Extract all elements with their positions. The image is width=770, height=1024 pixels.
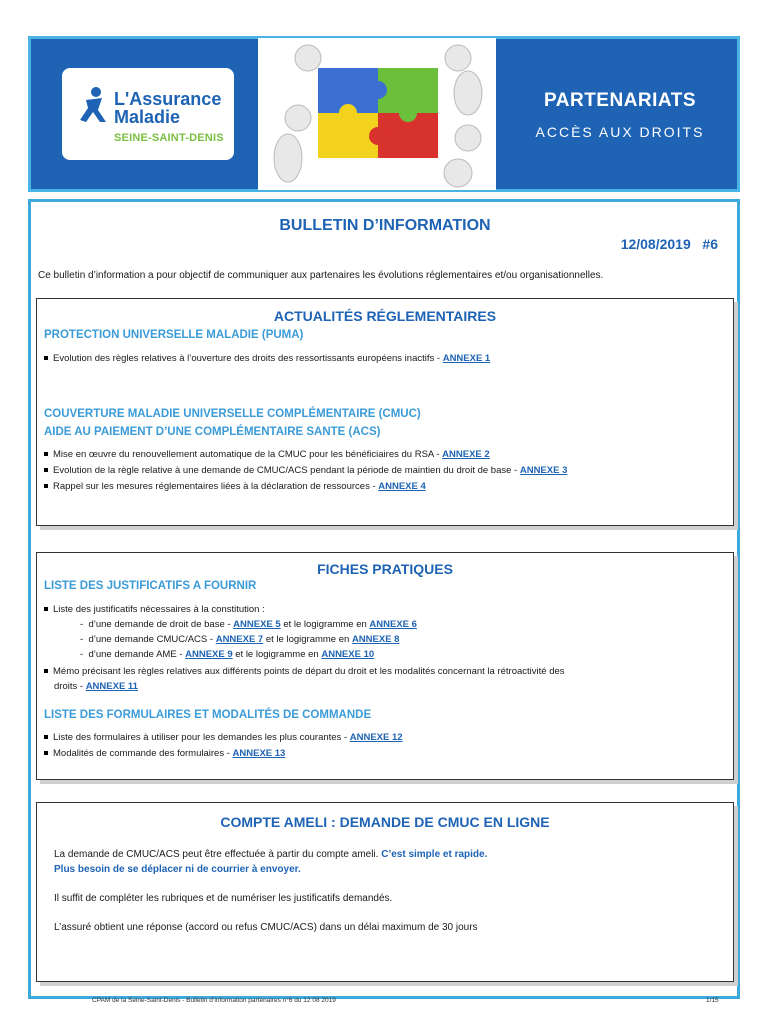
dash-item: - d’une demande AME - ANNEXE 9 et le logigramme en ANNEXE 10 bbox=[80, 649, 375, 660]
actualites-title: ACTUALITÉS RÉGLEMENTAIRES bbox=[273, 308, 497, 324]
logo-text: L'Assurance Maladie bbox=[114, 89, 222, 127]
justificatifs-title: LISTE DES JUSTIFICATIFS A FOURNIR bbox=[44, 580, 257, 592]
puzzle-illustration bbox=[258, 38, 496, 190]
list-item: Modalités de commande des formulaires - ANNEXE 13 bbox=[44, 748, 285, 759]
annexe-link[interactable]: ANNEXE 3 bbox=[519, 465, 568, 476]
annexe-link[interactable]: ANNEXE 10 bbox=[321, 649, 375, 660]
annexe-link[interactable]: ANNEXE 7 bbox=[215, 634, 264, 645]
bulletin-title: BULLETIN D’INFORMATION bbox=[279, 217, 491, 234]
annexe-link[interactable]: ANNEXE 6 bbox=[369, 619, 417, 630]
list-item: Evolution de la règle relative à une demande de CMUC/ACS pendant la période de maintien du droit de base - ANNEXE 3 bbox=[44, 465, 567, 476]
logo-subtext: SEINE-SAINT-DENIS bbox=[114, 132, 224, 144]
intro-text: Ce bulletin d’information a pour objectif de communiquer aux partenaires les évolutions réglementaires et/ou organisationnelles. bbox=[38, 270, 604, 281]
annexe-link[interactable]: ANNEXE 8 bbox=[351, 634, 400, 645]
annexe-link[interactable]: ANNEXE 2 bbox=[442, 449, 490, 460]
list-item-continuation: droits - ANNEXE 11 bbox=[54, 681, 138, 692]
puma-title: PROTECTION UNIVERSELLE MALADIE (PUMA) bbox=[44, 329, 304, 341]
ameli-paragraph-2: Il suffit de compléter les rubriques et de numériser les justificatifs demandés. bbox=[54, 893, 393, 904]
fiches-title: FICHES PRATIQUES bbox=[317, 561, 453, 577]
cmuc-title: COUVERTURE MALADIE UNIVERSELLE COMPLÉMENTAIRE (CMUC) bbox=[44, 408, 421, 420]
acs-title: AIDE AU PAIEMENT D’UNE COMPLÉMENTAIRE SANTE (ACS) bbox=[44, 426, 381, 438]
ameli-paragraph-1b: Plus besoin de se déplacer ni de courrier à envoyer. bbox=[54, 864, 301, 875]
formulaires-title: LISTE DES FORMULAIRES ET MODALITÉS DE COMMANDE bbox=[44, 709, 372, 721]
dash-item: - d’une demande de droit de base - ANNEXE 5 et le logigramme en ANNEXE 6 bbox=[80, 619, 417, 630]
ameli-title: COMPTE AMELI : DEMANDE DE CMUC EN LIGNE bbox=[220, 814, 550, 830]
bulletin-date: 12/08/2019 #6 bbox=[620, 236, 718, 252]
annexe-link[interactable]: ANNEXE 12 bbox=[349, 732, 403, 743]
ameli-paragraph-3: L’assuré obtient une réponse (accord ou refus CMUC/ACS) dans un délai maximum de 30 jours bbox=[54, 922, 478, 933]
person-logo-icon bbox=[76, 84, 110, 124]
list-item: Mémo précisant les règles relatives aux différents points de départ du droit et les modalités concernant la rétroactivité des bbox=[44, 666, 565, 677]
list-item: Mise en œuvre du renouvellement automatique de la CMUC pour les bénéficiaires du RSA - ANNEXE 2 bbox=[44, 449, 490, 460]
list-item: Liste des formulaires à utiliser pour les demandes les plus courantes - ANNEXE 12 bbox=[44, 732, 403, 743]
list-item: Evolution des règles relatives à l’ouverture des droits des ressortissants européens inactifs - ANNEXE 1 bbox=[44, 353, 490, 364]
ameli-paragraph-1: La demande de CMUC/ACS peut être effectuée à partir du compte ameli. C’est simple et rapide. bbox=[54, 849, 488, 860]
dash-item: - d’une demande CMUC/ACS - ANNEXE 7 et le logigramme en ANNEXE 8 bbox=[80, 634, 400, 645]
annexe-link[interactable]: ANNEXE 13 bbox=[232, 748, 286, 759]
annexe-link[interactable]: ANNEXE 9 bbox=[185, 649, 233, 660]
annexe-link[interactable]: ANNEXE 1 bbox=[442, 353, 491, 364]
list-item: Rappel sur les mesures réglementaires liées à la déclaration de ressources - ANNEXE 4 bbox=[44, 481, 426, 492]
assurance-maladie-logo bbox=[62, 68, 234, 160]
footer-text: CPAM de la Seine-Saint-Denis - Bulletin d’information partenaires n°6 du 12 08 2019 bbox=[92, 997, 336, 1004]
annexe-link[interactable]: ANNEXE 4 bbox=[378, 481, 426, 492]
banner-subtitle: ACCÈS AUX DROITS bbox=[535, 124, 705, 140]
annexe-link[interactable]: ANNEXE 5 bbox=[233, 619, 281, 630]
annexe-link[interactable]: ANNEXE 11 bbox=[85, 681, 138, 692]
banner-title: PARTENARIATS bbox=[543, 90, 697, 111]
list-item: Liste des justificatifs nécessaires à la constitution : bbox=[44, 604, 265, 615]
page-number: 1/15 bbox=[706, 997, 719, 1004]
